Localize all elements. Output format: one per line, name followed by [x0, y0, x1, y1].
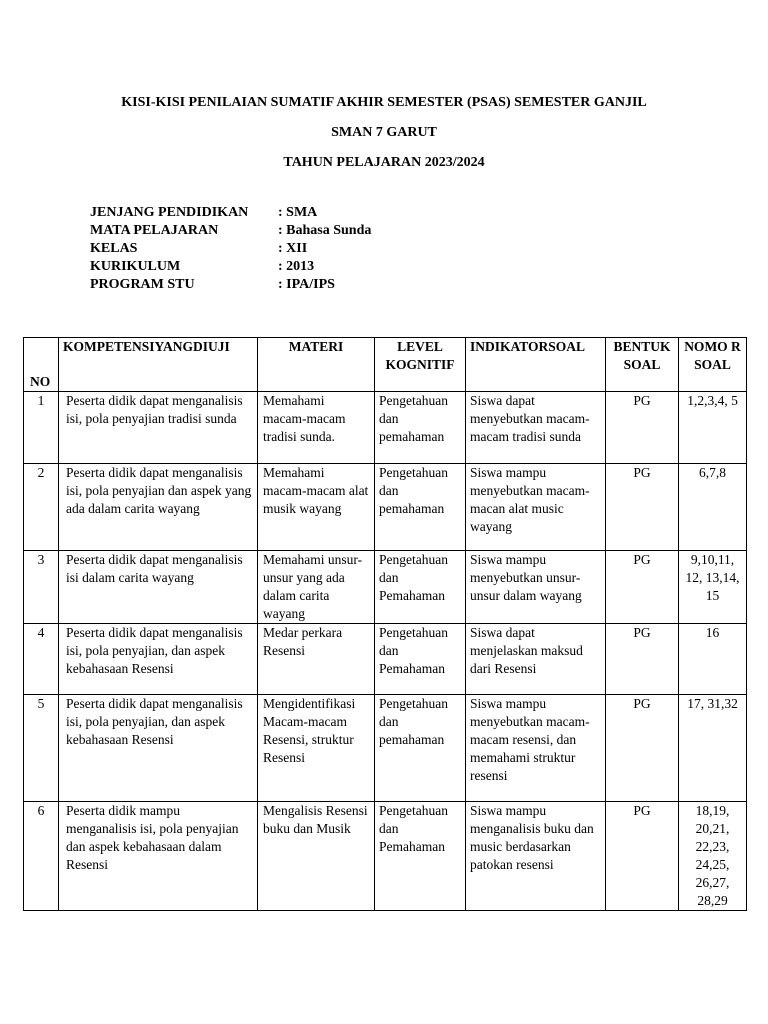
document-title: KISI-KISI PENILAIAN SUMATIF AKHIR SEMESTER (PSAS) SEMESTER GANJIL — [121, 95, 647, 110]
cell-kompetensi: Peserta didik dapat menganalisis isi, pola penyajian, dan aspek kebahasaan Resensi — [59, 695, 258, 802]
cell-no: 5 — [24, 695, 59, 802]
cell-nomor: 17, 31,32 — [679, 695, 747, 802]
cell-bentuk: PG — [606, 695, 679, 802]
cell-bentuk: PG — [606, 551, 679, 624]
cell-indikator: Siswa mampu menyebutkan macam-macam resensi, dan memahami struktur resensi — [466, 695, 606, 802]
cell-no: 6 — [24, 802, 59, 911]
cell-bentuk: PG — [606, 464, 679, 551]
cell-kompetensi: Peserta didik dapat menganalisis isi dalam carita wayang — [59, 551, 258, 624]
cell-nomor: 9,10,11, 12, 13,14, 15 — [679, 551, 747, 624]
cell-nomor: 1,2,3,4, 5 — [679, 392, 747, 464]
cell-kompetensi: Peserta didik mampu menganalisis isi, pola penyajian dan aspek kebahasaan dalam Resensi — [59, 802, 258, 911]
info-value: : IPA/IPS — [278, 277, 335, 292]
table-row — [24, 392, 747, 464]
cell-materi: Memahami macam-macam tradisi sunda. — [258, 392, 375, 464]
info-label: KURIKULUM — [90, 259, 181, 274]
school-name: SMAN 7 GARUT — [331, 125, 437, 140]
cell-kompetensi: Peserta didik dapat menganalisis isi, pola penyajian tradisi sunda — [59, 392, 258, 464]
cell-indikator: Siswa mampu menganalisis buku dan music berdasarkan patokan resensi — [466, 802, 606, 911]
cell-no: 3 — [24, 551, 59, 624]
info-row-kelas — [90, 240, 371, 258]
header-nomor: NOMO R SOAL — [679, 338, 747, 392]
header-bentuk: BENTUK SOAL — [606, 338, 679, 392]
info-label: PROGRAM STU — [90, 277, 195, 292]
table-row — [24, 624, 747, 695]
header-indikator: INDIKATORSOAL — [466, 338, 606, 392]
table-header-row — [24, 338, 747, 392]
cell-kompetensi: Peserta didik dapat menganalisis isi, pola penyajian, dan aspek kebahasaan Resensi — [59, 624, 258, 695]
info-value: : 2013 — [278, 259, 315, 274]
cell-level: Pengetahuan dan Pemahaman — [375, 802, 466, 911]
cell-indikator: Siswa dapat menyebutkan macam-macam tradisi sunda — [466, 392, 606, 464]
document-info — [90, 204, 371, 294]
info-row-mapel — [90, 222, 371, 240]
header-materi: MATERI — [258, 338, 375, 392]
cell-no: 2 — [24, 464, 59, 551]
cell-bentuk: PG — [606, 392, 679, 464]
cell-kompetensi: Peserta didik dapat menganalisis isi, pola penyajian dan aspek yang ada dalam carita wayang — [59, 464, 258, 551]
info-label: JENJANG PENDIDIKAN — [90, 205, 249, 220]
table-row — [24, 464, 747, 551]
table-row — [24, 695, 747, 802]
cell-nomor: 6,7,8 — [679, 464, 747, 551]
cell-indikator: Siswa dapat menjelaskan maksud dari Resensi — [466, 624, 606, 695]
info-value: : XII — [278, 241, 308, 256]
cell-no: 1 — [24, 392, 59, 464]
cell-materi: Mengidentifikasi Macam-macam Resensi, struktur Resensi — [258, 695, 375, 802]
info-row-jenjang — [90, 204, 371, 222]
cell-indikator: Siswa mampu menyebutkan unsur-unsur dalam wayang — [466, 551, 606, 624]
info-value: : Bahasa Sunda — [278, 223, 372, 238]
info-value: : SMA — [278, 205, 318, 220]
cell-bentuk: PG — [606, 802, 679, 911]
cell-materi: Memahami macam-macam alat musik wayang — [258, 464, 375, 551]
header-no: NO — [24, 338, 59, 392]
kisi-kisi-table — [23, 337, 747, 911]
cell-level: Pengetahuan dan Pemahaman — [375, 551, 466, 624]
info-row-program — [90, 276, 371, 294]
info-label: KELAS — [90, 241, 138, 256]
cell-level: Pengetahuan dan pemahaman — [375, 464, 466, 551]
info-row-kurikulum — [90, 258, 371, 276]
cell-level: Pengetahuan dan Pemahaman — [375, 624, 466, 695]
cell-bentuk: PG — [606, 624, 679, 695]
cell-nomor: 16 — [679, 624, 747, 695]
cell-materi: Medar perkara Resensi — [258, 624, 375, 695]
cell-level: Pengetahuan dan pemahaman — [375, 392, 466, 464]
header-level: LEVEL KOGNITIF — [375, 338, 466, 392]
cell-materi: Mengalisis Resensi buku dan Musik — [258, 802, 375, 911]
table-row — [24, 802, 747, 911]
cell-nomor: 18,19, 20,21, 22,23, 24,25, 26,27, 28,29 — [679, 802, 747, 911]
table-row — [24, 551, 747, 624]
cell-no: 4 — [24, 624, 59, 695]
cell-indikator: Siswa mampu menyebutkan macam-macan alat music wayang — [466, 464, 606, 551]
cell-level: Pengetahuan dan pemahaman — [375, 695, 466, 802]
academic-year: TAHUN PELAJARAN 2023/2024 — [283, 155, 485, 170]
header-kompetensi: KOMPETENSIYANGDIUJI — [59, 338, 258, 392]
cell-materi: Memahami unsur-unsur yang ada dalam carita wayang — [258, 551, 375, 624]
info-label: MATA PELAJARAN — [90, 223, 219, 238]
